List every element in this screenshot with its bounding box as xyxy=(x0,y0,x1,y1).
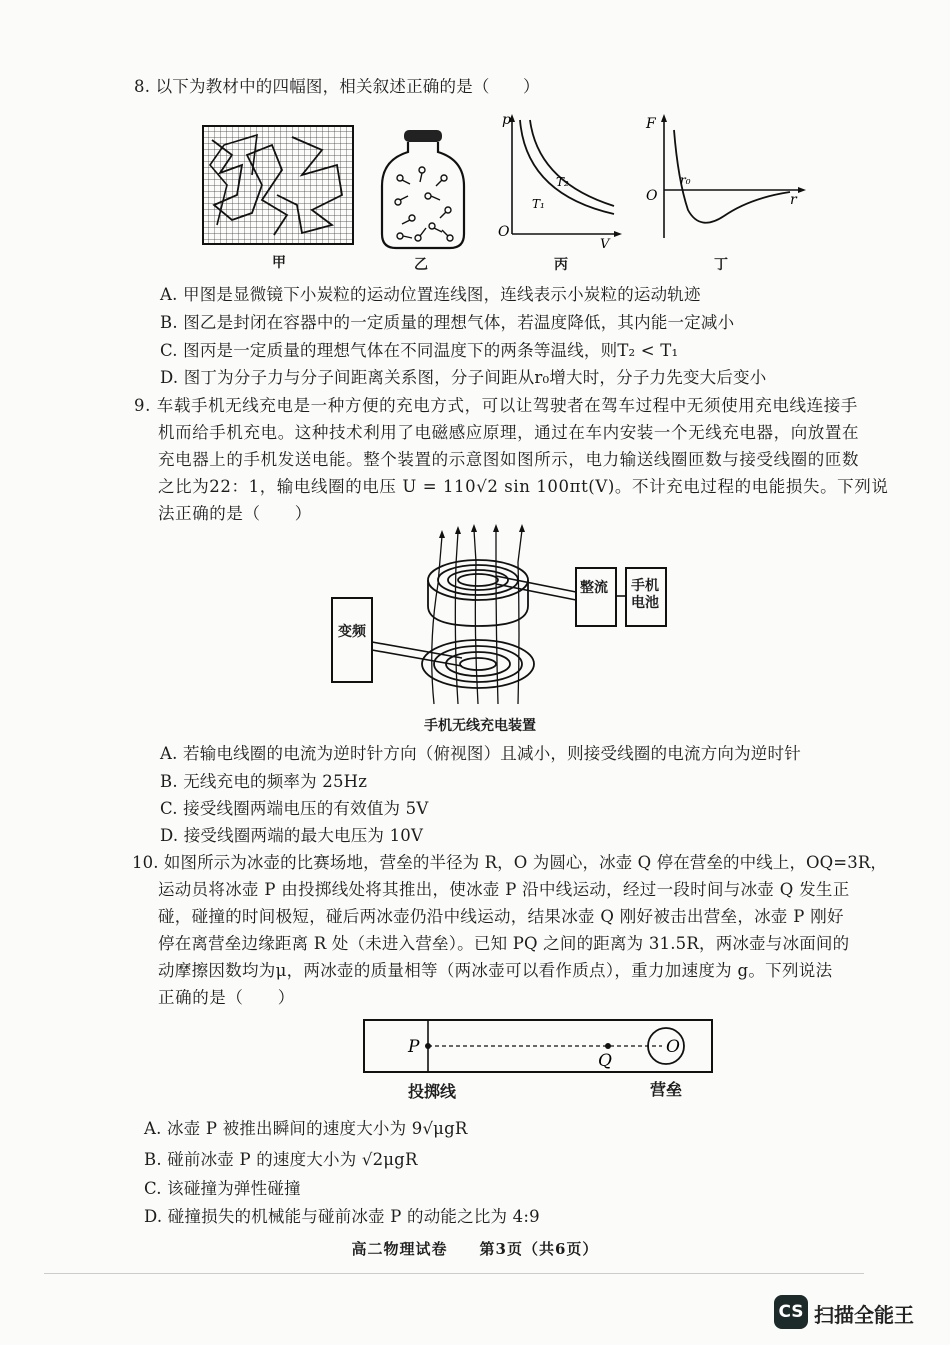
camscanner-logo-icon: CS xyxy=(774,1295,808,1329)
figure-curling-rink xyxy=(362,1018,714,1076)
q10-stem-line-5: 动摩擦因数均为μ，两冰壶的质量相等（两冰壶可以看作质点），重力加速度为 g。下列说法 xyxy=(158,961,833,980)
label-v-axis: V xyxy=(600,237,610,250)
box-frequency-converter: 变频 xyxy=(338,624,366,640)
q8-option-a: A. 甲图是显微镜下小炭粒的运动位置连线图，连线表示小炭粒的运动轨迹 xyxy=(160,285,701,304)
caption-throw-line: 投掷线 xyxy=(407,1082,456,1101)
label-r0: r₀ xyxy=(680,173,691,187)
figure-jia-brownian-motion xyxy=(202,125,354,245)
label-t2: T₂ xyxy=(556,175,569,189)
q8-option-c: C. 图丙是一定质量的理想气体在不同温度下的两条等温线，则T₂ < T₁ xyxy=(160,341,679,360)
label-origin: O xyxy=(498,224,510,240)
q9-stem-line-4: 之比为22：1，输电线圈的电压 U = 110√2 sin 100πt(V)。不计充电过程的电能损失。下列说 xyxy=(158,477,889,496)
q9-stem-line-1: 9. 车载手机无线充电是一种方便的充电方式，可以让驾驶者在驾车过程中无须使用充电线连接手 xyxy=(134,396,858,415)
q8-stem: 8. 以下为教材中的四幅图，相关叙述正确的是（ ） xyxy=(134,77,540,96)
label-origin-2: O xyxy=(646,188,658,204)
q10-stem-line-6: 正确的是（ ） xyxy=(158,988,295,1007)
label-r-axis: r xyxy=(790,192,797,208)
q10-stem-line-1: 10. 如图所示为冰壶的比赛场地，营垒的半径为 R，O 为圆心，冰壶 Q 停在营垒的中线上，OQ=3R， xyxy=(132,853,887,872)
q9-stem-line-2: 机而给手机充电。这种技术利用了电磁感应原理，通过在车内安装一个无线充电器，向放置在 xyxy=(158,423,860,442)
box-rectifier: 整流 xyxy=(580,580,608,596)
caption-bing: 丙 xyxy=(554,257,568,273)
q10-option-c: C. 该碰撞为弹性碰撞 xyxy=(144,1179,301,1198)
label-o: O xyxy=(666,1037,680,1057)
q9-stem-line-5: 法正确的是（ ） xyxy=(158,504,312,523)
caption-house: 营垒 xyxy=(649,1080,682,1099)
label-p-axis: p xyxy=(502,112,511,128)
q9-stem-line-3: 充电器上的手机发送电能。整个装置的示意图如图所示，电力输送线圈匝数与接受线圈的匝数 xyxy=(158,450,860,469)
q9-option-d: D. 接受线圈两端的最大电压为 10V xyxy=(160,826,424,845)
camscanner-watermark-text: 扫描全能王 xyxy=(814,1303,914,1327)
q10-stem-line-4: 停在离营垒边缘距离 R 处（未进入营垒）。已知 PQ 之间的距离为 31.5R，两冰壶与冰面间的 xyxy=(158,934,850,953)
caption-jia: 甲 xyxy=(272,255,286,271)
figure-wireless-charging xyxy=(328,524,698,709)
bottom-rule xyxy=(44,1273,864,1274)
gas-molecules xyxy=(395,167,453,241)
q10-stem-line-2: 运动员将冰壶 P 由投掷线处将其推出，使冰壶 P 沿中线运动，经过一段时间与冰壶 Q 发生正 xyxy=(158,880,850,899)
label-t1: T₁ xyxy=(532,197,545,211)
label-q: Q xyxy=(598,1051,612,1071)
label-p: P xyxy=(408,1037,420,1057)
page-footer: 高二物理试卷 第3页（共6页） xyxy=(351,1240,599,1258)
q10-stem-line-3: 碰，碰撞的时间极短，碰后两冰壶仍沿中线运动，结果冰壶 Q 刚好被击出营垒，冰壶 P 刚好 xyxy=(158,907,844,926)
figure-bing-isotherms xyxy=(494,110,624,250)
q9-option-a: A. 若输电线圈的电流为逆时针方向（俯视图）且减小，则接受线圈的电流方向为逆时针 xyxy=(160,744,801,763)
caption-wireless-charging: 手机无线充电装置 xyxy=(424,718,536,734)
q10-option-d: D. 碰撞损失的机械能与碰前冰壶 P 的动能之比为 4:9 xyxy=(144,1207,540,1226)
figure-yi-gas-jar xyxy=(378,126,468,252)
label-f-axis: F xyxy=(646,116,656,132)
q9-option-b: B. 无线充电的频率为 25Hz xyxy=(160,772,368,791)
caption-yi: 乙 xyxy=(414,257,428,273)
box-phone-battery: 手机电池 xyxy=(631,578,659,611)
q10-option-b: B. 碰前冰壶 P 的速度大小为 √2μgR xyxy=(144,1150,418,1169)
caption-ding: 丁 xyxy=(714,257,728,273)
q8-option-d: D. 图丁为分子力与分子间距离关系图，分子间距从r₀增大时，分子力先变大后变小 xyxy=(160,368,767,387)
figure-ding-molecular-force xyxy=(640,110,810,250)
q8-option-b: B. 图乙是封闭在容器中的一定质量的理想气体，若温度降低，其内能一定减小 xyxy=(160,313,735,332)
q9-option-c: C. 接受线圈两端电压的有效值为 5V xyxy=(160,799,429,818)
q10-option-a: A. 冰壶 P 被推出瞬间的速度大小为 9√μgR xyxy=(144,1119,468,1138)
